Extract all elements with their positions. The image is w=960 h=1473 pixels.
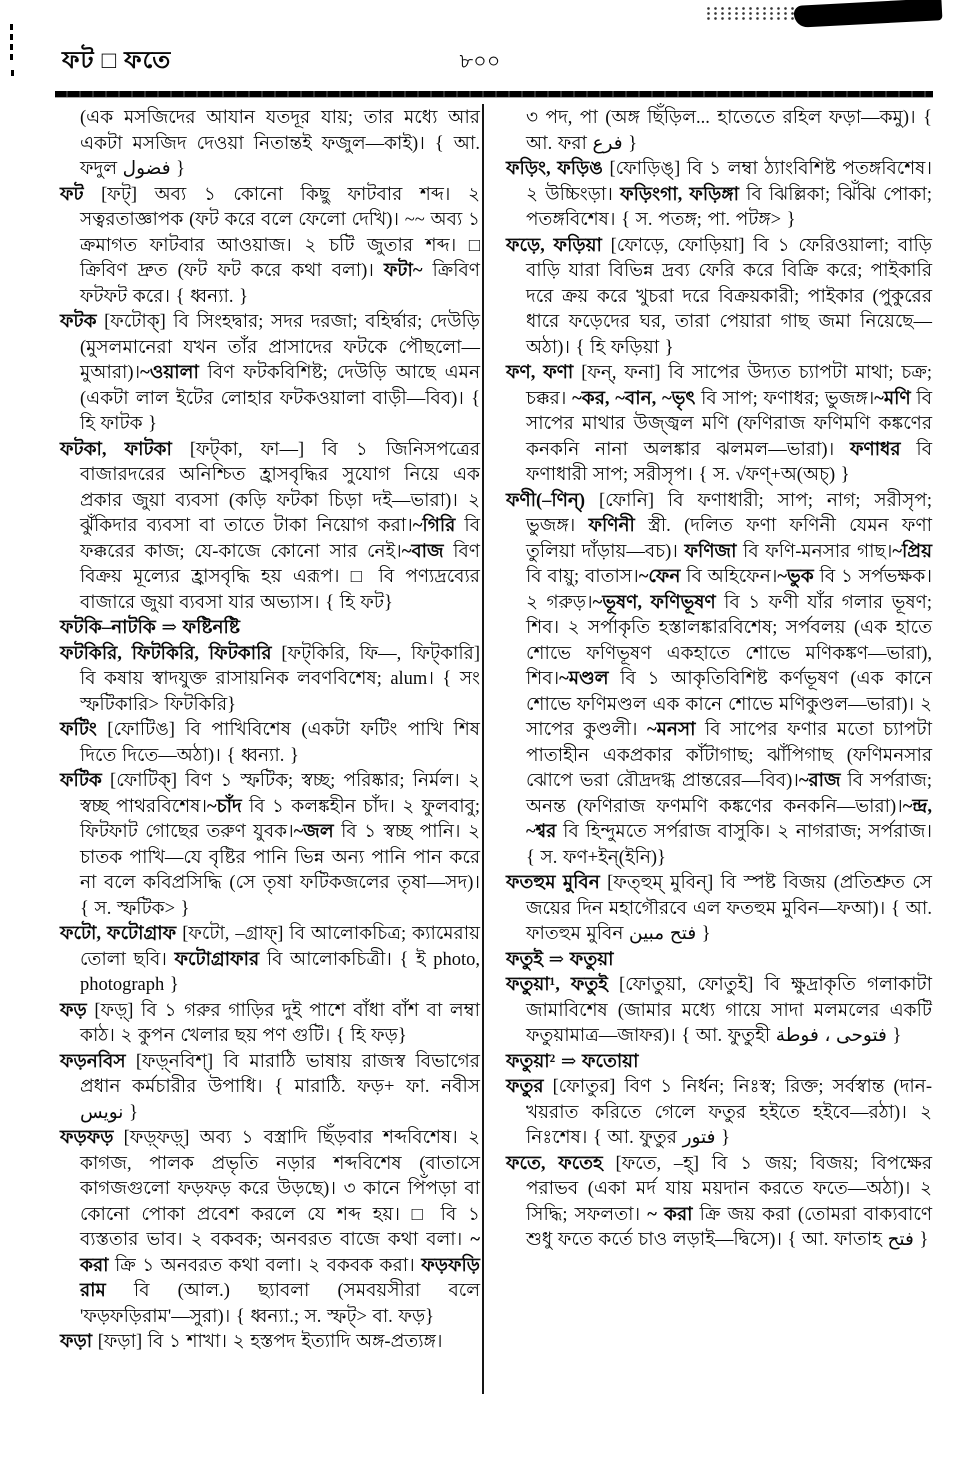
dictionary-entry: ফড়ফড় [ফড়্‌ফড়্] অব্য ১ বস্ত্রাদি ছিঁড়বার শব্দবিশেষ। ২ কাগজ, পালক প্রভৃতি নড়ার শব্দবিশেষ (বাতাসে কাগজগুলো ফড়ফড় করে উড়ছে)। ৩ কানে পিঁপড়া বা কোনো পোকা প্রবেশ করলে যে শব্দ হয়। □ বি ১ ব্যস্ততার ভাব। ২ বকবক; অনবরত বাজে কথা বলা। ~ করা ক্রি ১ অনবরত কথা বলা। ২ বকবক করা। ফড়ফড়ি রাম বি (আল.) ছ্যাবলা (সমবয়সীরা বলে 'ফড়ফড়িরাম'—সুরা)। { ধ্বন্যা.; স. স্ফট্> বা. ফড়} — [60, 1128, 480, 1327]
ink-smudge-artifact — [794, 0, 943, 28]
headword: ফটকিরি, ফিটকিরি, ফিটকারি — [60, 643, 282, 664]
dictionary-entry: ফড়া [ফড়া] বি ১ শাখা। ২ হস্তপদ ইত্যাদি অঙ্গ-প্রত্যঙ্গ। — [60, 1332, 443, 1352]
right-column — [506, 106, 932, 1356]
dictionary-entry: ফড়ে, ফড়িয়া [ফোড়ে, ফোড়িয়া] বি ১ ফেরিওয়ালা; বাড়ি বাড়ি যারা বিভিন্ন দ্রব্য ফেরি করে বিক্রি করে; পাইকারি দরে ক্রয় করে খুচরা দরে বিক্রয়কারী; পাইকার (পুকুরের ধারে ফড়েদের ঘর, তারা পেয়ারা গাছ জমা নিয়েছে—অঠা)। { হি ফড়িয়া } — [506, 235, 932, 358]
headword: ফতে, ফতেহ — [506, 1153, 616, 1174]
dictionary-entry: ফটকা, ফাটকা [ফট্‌কা, ফা—] বি ১ জিনিসপত্রের বাজারদরের অনিশ্চিত হ্রাসবৃদ্ধির সুযোগ নিয়ে এক প্রকার জুয়া ব্যবসা (কড়ি ফটকা চিড়া দই—ভারা)। ২ ঝুঁকিদার ব্যবসা বা তাতে টাকা নিয়োগ করা।~গিরি বি ফক্করের কাজ; যে-কাজে কোনো সার নেই।~বাজ বিণ বিক্রয় মূল্যের হ্রাসবৃদ্ধি হয় এরূপ। □ বি পণ্যদ্রব্যের বাজারে জুয়া ব্যবসা যার অভ্যাস। { হি ফট} — [60, 439, 480, 613]
left-column — [60, 106, 480, 1356]
column-divider-rule — [482, 104, 484, 1394]
headword: ফটকা, ফাটকা — [60, 439, 190, 460]
headword: ফটিক — [60, 771, 111, 791]
dictionary-entry: ফণী(–ণিন্) [ফোনি] বি ফণাধারী; সাপ; নাগ; সরীসৃপ; ভুজঙ্গ। ফণিনী স্ত্রী. (দলিত ফণা ফণিনী যেমন ফণা তুলিয়া দাঁড়ায়—বচ)। ফণিজা বি ফণি-মনসার গাছ।~প্রিয় বি বায়ু; বাতাস।~ফেন বি অহিফেন।~ভুক বি ১ সর্পভক্ষক। ২ গরুড়।~ভূষণ, ফণিভূষণ বি ১ ফণী যাঁর গলার ভূষণ; শিব। ২ সর্পাকৃতি হস্তালঙ্কারবিশেষ; সর্পবলয় (এক হাতে শোভে ফণিভূষণ একহাতে শোভে মণিকঙ্কণ—ভারা), শিব।~মণ্ডল বি ১ আকৃতিবিশিষ্ট কর্ণভূষণ (এক কানে শোভে ফণিমণ্ডল এক কানে শোভে মণিকুণ্ডল—ভারা)। ২ সাপের কুণ্ডলী। ~মনসা বি সাপের ফণার মতো চ্যাপটা পাতাহীন একপ্রকার কাঁটাগাছ; ঝাঁপিগাছ (ফণিমনসার ঝোপে ভরা রৌদ্রদগ্ধ প্রান্তরের—বিব)।~রাজ বি সর্পরাজ; অনন্ত (ফণিরাজ ফণমণি কঙ্কণের কনকনি—ভারা)।~ন্দ্র, ~শ্বর বি হিন্দুমতে সর্পরাজ বাসুকি। ২ নাগরাজ; সর্পরাজ। { স. ফণ+ইন্(ইনি)} — [506, 490, 932, 868]
dictionary-entry: ফণ, ফণা [ফন্, ফনা] বি সাপের উদ্যত চ্যাপটা মাথা; চক্র; চক্কর। ~কর, ~বান, ~ভৃৎ বি সাপ; ফণাধর; ভুজঙ্গ।~মণি বি সাপের মাথার উজ্জ্বল মণি (ফণিরাজ ফণিমণি কঙ্কণের কনকনি নানা অলঙ্কার ঝলমল—ভারা)। ফণাধর বি ফণাধারী সাপ; সরীসৃপ। { স. √ফণ্+অ(অচ্) } — [506, 363, 932, 485]
headword: ফড়নবিস — [60, 1051, 136, 1072]
dictionary-entry: ফড় [ফড়্] বি ১ গরুর গাড়ির দুই পাশে বাঁধা বাঁশ বা লম্বা কাঠ। ২ কুপন খেলার ছয় পণ গুটি। { হি ফড়} — [60, 1000, 480, 1046]
dictionary-entry: ফটকি–নাটকি ⇒ ফষ্টিনষ্টি — [60, 618, 240, 638]
dictionary-entry: ফতুয়া² ⇒ ফতোয়া — [506, 1051, 639, 1072]
headword: ফড়ফড় — [60, 1128, 124, 1148]
dictionary-entry: ৩ পদ, পা (অঙ্গ ছিঁড়িল... হাতেতে রহিল ফড়া—কমু)। { আ. ফরা فرع } — [526, 108, 932, 154]
headword: ফড় — [60, 1000, 95, 1021]
dictionary-entry: ফতে, ফতেহ [ফতে, –হ্] বি ১ জয়; বিজয়; বিপক্ষের পরাভব (একা মর্দ যায় ময়দান করতে ফতে—অঠা)। ২ সিদ্ধি; সফলতা। ~ করা ক্রি জয় করা (তোমরা বাক্যবাণে শুধু ফতে কর্তে চাও লড়াই—দ্বিসে)। { আ. ফাতাহ فتح } — [506, 1153, 933, 1250]
headword: ফতুর — [506, 1077, 553, 1097]
text-columns — [60, 106, 932, 1356]
dictionary-entry: ফটিক [ফোটিক্] বিণ ১ স্ফটিক; স্বচ্ছ; পরিষ্কার; নির্মল। ২ স্বচ্ছ পাথরবিশেষ।~চাঁদ বি ১ কলঙ্কহীন চাঁদ। ২ ফুলবাবু; ফিটফাট গোছের তরুণ যুবক।~জল বি ১ স্বচ্ছ পানি। ২ চাতক পাখি—যে বৃষ্টির পানি ভিন্ন অন্য পানি পান করে না বলে কবিপ্রসিদ্ধি (সে তৃষা ফটিকজলের তৃষা—সদ)। { স. স্ফটিক> } — [60, 771, 481, 919]
headword: ফতুয়া¹, ফতুই — [506, 975, 619, 995]
headword: ফটক — [60, 312, 105, 332]
dictionary-entry: ফড়নবিস [ফড়্‌নবিশ্] বি মারাঠি ভাষায় রাজস্ব বিভাগের প্রধান কর্মচারীর উপাধি। { মারাঠি. ফড়+ ফা. নবীস نويس } — [60, 1051, 480, 1123]
headword: ফড়িং, ফড়িঙ — [506, 159, 610, 179]
dictionary-entry: ফট [ফট্] অব্য ১ কোনো কিছু ফাটবার শব্দ। ২ সত্বরতাজ্ঞাপক (ফট করে বলে ফেলো দেখি)। ~~ অব্য ১ ক্রমাগত ফাটবার আওয়াজ। ২ চটি জুতার শব্দ। □ ক্রিবিণ দ্রুত (ফট ফট করে কথা বলা)। ফটা~ ক্রিবিণ ফটফট করে। { ধ্বন্যা. } — [60, 184, 480, 307]
headword: ফট — [60, 184, 102, 205]
dictionary-entry: ফড়িং, ফড়িঙ [ফোড়িঙ্] বি ১ লম্বা ঠ্যাংবিশিষ্ট পতঙ্গবিশেষ। ২ উচ্চিংড়া। ফড়িংগা, ফড়িঙ্গা বি ঝিল্লিকা; ঝিঁঝি পোকা; পতঙ্গবিশেষ। { স. পতঙ্গ; পা. পটঙ্গ> } — [506, 159, 932, 230]
dictionary-entry: ফটিং [ফোটিঙ] বি পাখিবিশেষ (একটা ফটিং পাখি শিষ দিতে দিতে—অঠা)। { ধ্বন্যা. } — [60, 720, 480, 766]
headword: ফটিং — [60, 720, 108, 740]
header-rule — [55, 91, 933, 97]
dictionary-entry: (এক মসজিদের আযান যতদূর যায়; তার মধ্যে আর একটা মসজিদ দেওয়া নিতান্তই ফজুল—কাই)। { আ. ফদুল فضول } — [80, 108, 480, 179]
dictionary-entry: ফটকিরি, ফিটকিরি, ফিটকারি [ফট্‌কিরি, ফি—, ফিট্‌কারি] বি কষায় স্বাদযুক্ত রাসায়নিক লবণবিশেষ; alum। { সং স্ফটিকারি> ফিটকিরি} — [60, 643, 481, 715]
headword: ফতহুম মুবিন — [506, 873, 608, 893]
guide-words: ফট □ ফতে — [62, 48, 172, 74]
headword: ফতুই — [506, 949, 549, 970]
headword: ফটকি–নাটকি — [60, 618, 162, 638]
headword: ফড়া — [60, 1332, 98, 1352]
dictionary-entry: ফতুর [ফোতুর] বিণ ১ নির্ধন; নিঃস্ব; রিক্ত; সর্বস্বান্ত (দান-খয়রাত করিতে গেলে ফতুর হইতে হইবে—রঠা)। ২ নিঃশেষ। { আ. ফুতুর فتور } — [506, 1077, 933, 1148]
dictionary-entry: ফটক [ফটোক্] বি সিংহদ্বার; সদর দরজা; বহির্দ্বার; দেউড়ি (মুসলমানেরা যখন তাঁর প্রাসাদের ফটকে পৌছলো—মুআরা)।~ওয়ালা বিণ ফটকবিশিষ্ট; দেউড়ি আছে এমন (একটা লাল ইটের লোহার ফটকওয়ালা বাড়ী—বিব)। { হি ফাটক } — [60, 312, 480, 434]
headword: ফটো, ফটোগ্রাফ — [60, 924, 183, 944]
dictionary-entry: ফতহুম মুবিন [ফত্‌হুম্ মুবিন্] বি স্পষ্ট বিজয় (প্রতিশ্রুত সে জয়ের দিন মহাগৌরবে এল ফতহুম মুবিন—ফআ)। { আ. ফাতহুম মুবিন فتح مبين } — [506, 873, 933, 944]
headword: ফণী(–ণিন্) — [506, 490, 599, 511]
headword: ফণ, ফণা — [506, 363, 582, 383]
dictionary-entry: ফতুই ⇒ ফতুয়া — [506, 949, 614, 970]
headword: ফতুয়া² — [506, 1051, 561, 1072]
headword: ফড়ে, ফড়িয়া — [506, 235, 611, 256]
page-number: ৮০০ — [459, 49, 501, 73]
dictionary-entry: ফতুয়া¹, ফতুই [ফোতুয়া, ফোতুই] বি ক্ষুদ্রাকৃতি গলাকাটা জামাবিশেষ (জামার মধ্যে গায়ে সাদা মলমলের একটি ফতুয়ামাত্র—জাফর)। { আ. ফুতুহী فتوحى ، فوطة } — [506, 975, 932, 1046]
ink-speckle-artifact — [705, 6, 800, 20]
dictionary-entry: ফটো, ফটোগ্রাফ [ফটো, –গ্রাফ্] বি আলোকচিত্র; ক্যামেরায় তোলা ছবি। ফটোগ্রাফার বি আলোকচিত্রী। { ই photo, photograph } — [60, 924, 480, 995]
